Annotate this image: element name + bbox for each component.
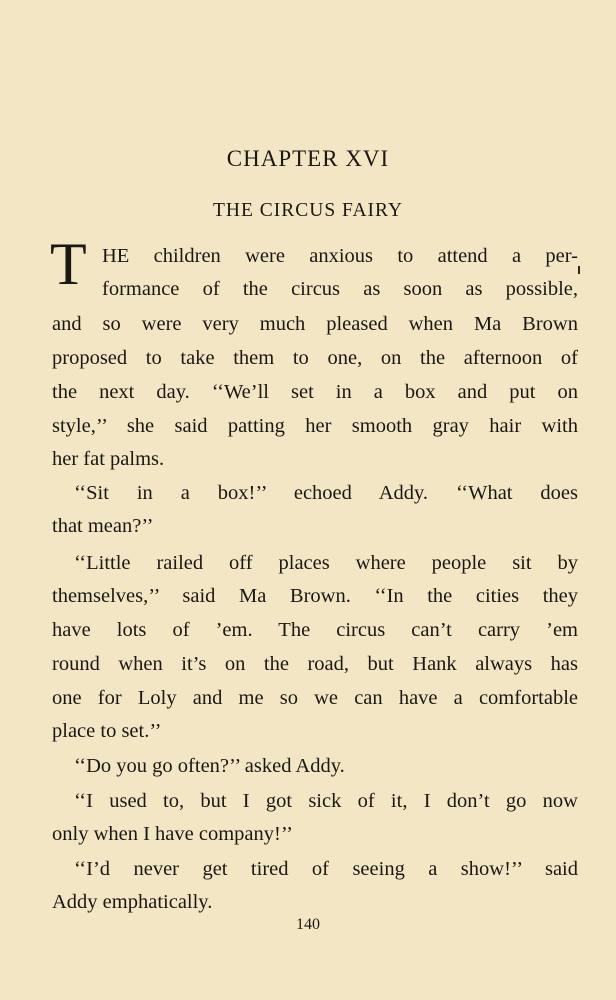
text-line: style,’’ she said patting her smooth gray hair with bbox=[52, 415, 578, 437]
text-line: ‘‘Sit in a box!’’ echoed Addy. ‘‘What does bbox=[74, 482, 578, 504]
text-line: ‘‘Do you go often?’’ asked Addy. bbox=[74, 755, 345, 777]
text-line: HE children were anxious to attend a per- bbox=[102, 245, 578, 267]
chapter-title: THE CIRCUS FAIRY bbox=[212, 200, 404, 221]
text-line: themselves,’’ said Ma Brown. ‘‘In the cities they bbox=[52, 585, 578, 607]
text-line: Addy emphatically. bbox=[52, 891, 213, 913]
text-line: formance of the circus as soon as possible, bbox=[102, 278, 578, 300]
drop-cap-letter: T bbox=[50, 231, 87, 297]
text-line: proposed to take them to one, on the afternoon of bbox=[52, 347, 578, 369]
text-line: only when I have company!’’ bbox=[52, 823, 293, 845]
text-line: round when it’s on the road, but Hank always has bbox=[52, 653, 578, 675]
text-line: ‘‘I used to, but I got sick of it, I don’t go now bbox=[74, 790, 578, 812]
text-line: that mean?’’ bbox=[52, 515, 154, 537]
text-line: place to set.’’ bbox=[52, 720, 162, 742]
page-number: 140 bbox=[296, 916, 320, 933]
margin-mark bbox=[578, 266, 580, 274]
text-line: ‘‘I’d never get tired of seeing a show!’’ said bbox=[74, 858, 578, 880]
text-line: one for Loly and me so we can have a comfortable bbox=[52, 687, 578, 709]
text-line: have lots of ’em. The circus can’t carry ’em bbox=[52, 619, 578, 641]
text-line: and so were very much pleased when Ma Brown bbox=[52, 313, 578, 335]
text-line: ‘‘Little railed off places where people sit by bbox=[74, 552, 578, 574]
text-line: the next day. ‘‘We’ll set in a box and put on bbox=[52, 381, 578, 403]
chapter-heading: CHAPTER XVI bbox=[226, 146, 390, 171]
text-line: her fat palms. bbox=[52, 448, 165, 470]
